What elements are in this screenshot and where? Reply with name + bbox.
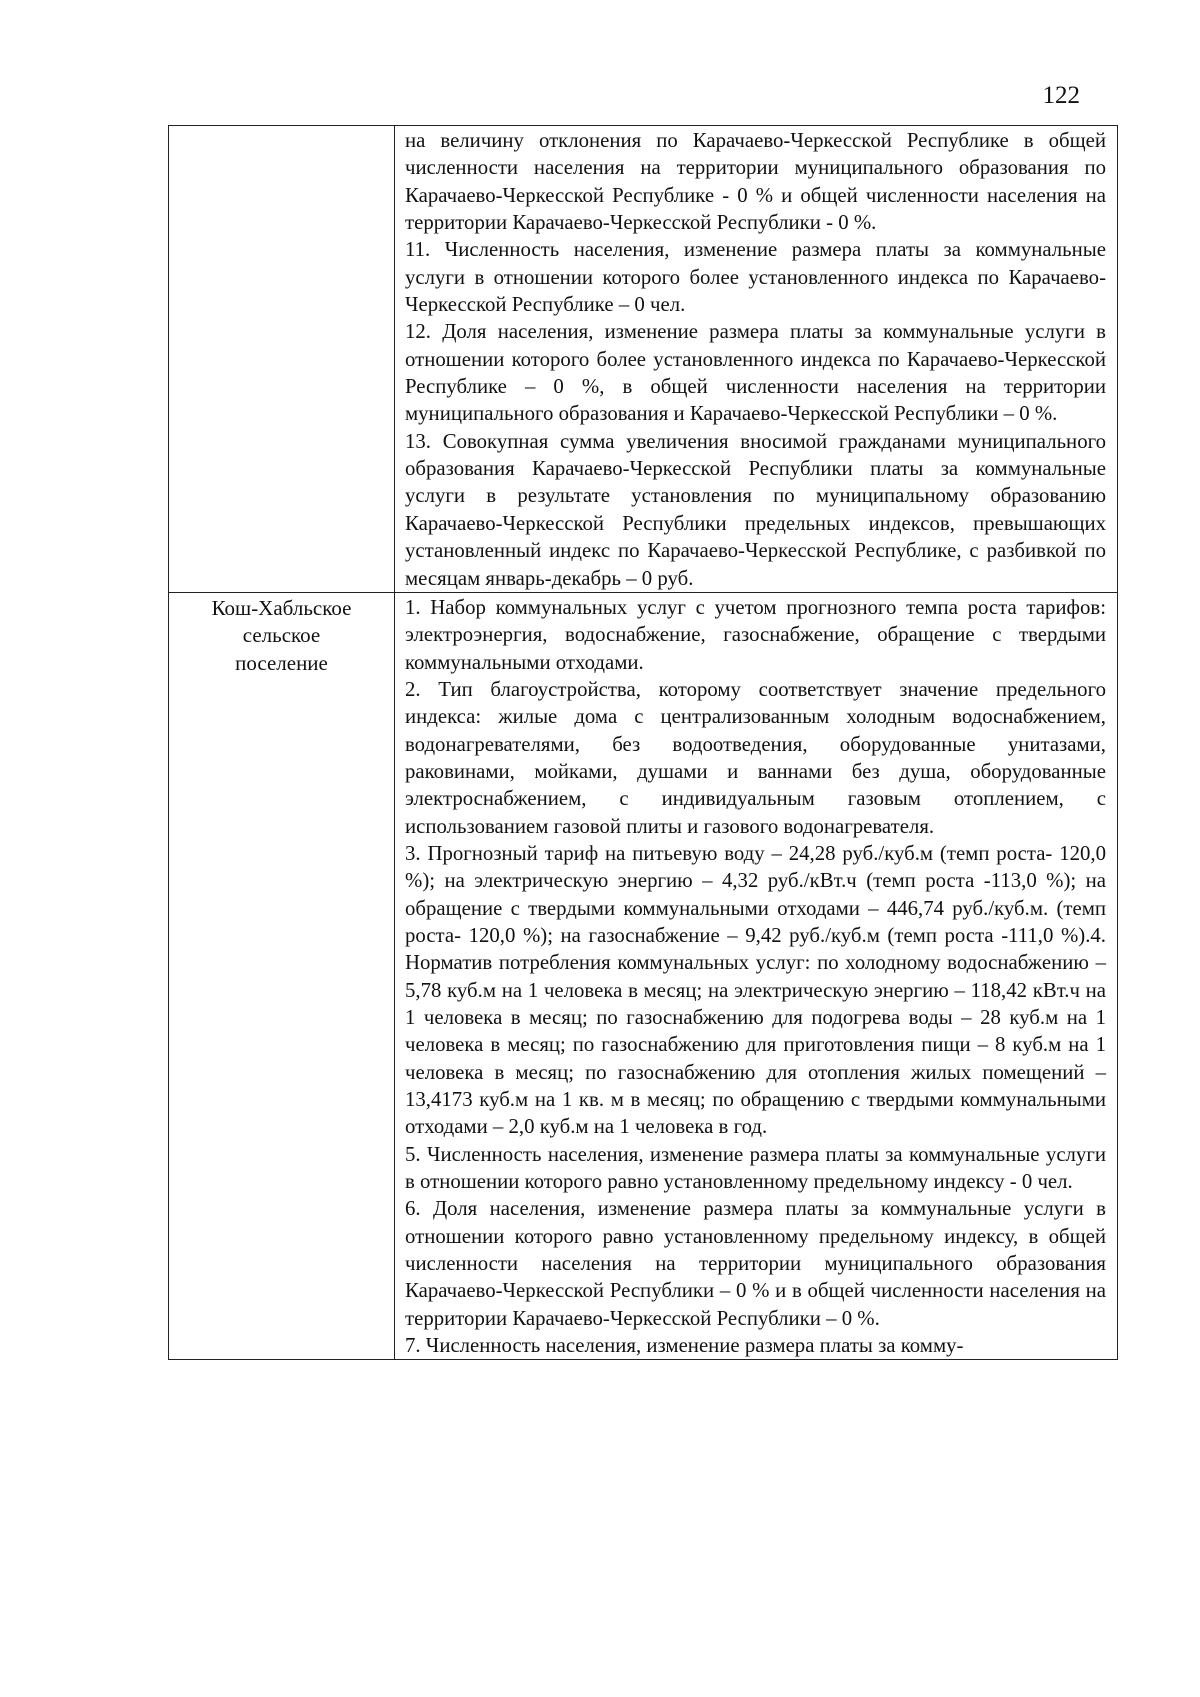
page-number: 122 xyxy=(1042,82,1080,109)
municipality-name-line: поселение xyxy=(235,650,328,675)
municipality-name-cell xyxy=(169,126,395,593)
paragraph: 12. Доля населения, изменение размера платы за коммунальные услуги в отношении которого более установленного индекса по Карачаево-Черкесской Республике – 0 %, в общей численности населения на территории муниципального образования и Карачаево-Черкесской Республики – 0 %. xyxy=(405,320,1106,426)
indicators-cell xyxy=(395,592,1118,1360)
paragraph: 3. Прогнозный тариф на питьевую воду – 24,28 руб./куб.м (темп роста- 120,0 %); на электрическую энергию – 4,32 руб./кВт.ч (темп роста -113,0 %); на обращение с твердыми коммунальными отходами – 446,74 руб./куб.м. (темп роста- 120,0 %); на газоснабжение – 9,42 руб./куб.м (темп роста -111,0 %).4. Норматив потребления коммунальных услуг: по холодному водоснабжению – 5,78 куб.м на 1 человека в месяц; на электрическую энергию – 118,42 кВт.ч на 1 человека в месяц; по газоснабжению для подогрева воды – 28 куб.м на 1 человека в месяц; по газоснабжению для приготовления пищи – 8 куб.м на 1 человека в месяц; по газоснабжению для отопления жилых помещений – 13,4173 куб.м на 1 кв. м в месяц; по обращению с твердыми коммунальными отходами – 2,0 куб.м на 1 человека в год. xyxy=(405,841,1106,1139)
paragraph: 13. Совокупная сумма увеличения вносимой гражданами муниципального образования Карачаево-Черкесской Республики платы за коммунальные услуги в результате установления по муниципальному образованию Карачаево-Черкесской Республики предельных индексов, превышающих установленный индекс по Карачаево-Черкесской Республике, с разбивкой по месяцам январь-декабрь – 0 руб. xyxy=(405,429,1106,590)
paragraph: 6. Доля населения, изменение размера платы за коммунальные услуги в отношении которого равно установленному предельному индексу, в общей численности населения на территории муниципального образования Карачаево-Черкесской Республики – 0 % и в общей численности населения на территории Карачаево-Черкесской Республики – 0 %. xyxy=(405,1197,1106,1330)
paragraph: на величину отклонения по Карачаево-Черкесской Республике в общей численности населения на территории муниципального образования по Карачаево-Черкесской Республике - 0 % и общей численности населения на территории Карачаево-Черкесской Республики - 0 %. xyxy=(405,129,1106,235)
paragraph: 1. Набор коммунальных услуг с учетом прогнозного темпа роста тарифов: электроэнергия, водоснабжение, газоснабжение, обращение с твердыми коммунальными отходами. xyxy=(405,595,1106,674)
document-table xyxy=(168,125,1118,1360)
municipality-name-line: сельское xyxy=(242,623,321,648)
municipality-name-line: Кош-Хабльское xyxy=(211,595,352,620)
paragraph: 11. Численность населения, изменение размера платы за коммунальные услуги в отношении которого более установленного индекса по Карачаево-Черкесской Республике – 0 чел. xyxy=(405,238,1106,317)
indicators-cell xyxy=(395,126,1118,593)
table-row xyxy=(169,592,1118,1360)
paragraph: 5. Численность населения, изменение размера платы за коммунальные услуги в отношении которого равно установленному предельному индексу - 0 чел. xyxy=(405,1142,1106,1194)
paragraph: 2. Тип благоустройства, которому соответствует значение предельного индекса: жилые дома с централизованным холодным водоснабжением, водонагревателями, без водоотведения, оборудованные унитазами, раковинами, мойками, душами и ваннами без душа, оборудованные электроснабжением, с индивидуальным газовым отоплением, с использованием газовой плиты и газового водонагревателя. xyxy=(405,677,1106,838)
municipality-name-cell xyxy=(169,592,395,1360)
table-row xyxy=(169,126,1118,593)
paragraph: 7. Численность населения, изменение размера платы за комму- xyxy=(405,1334,964,1358)
